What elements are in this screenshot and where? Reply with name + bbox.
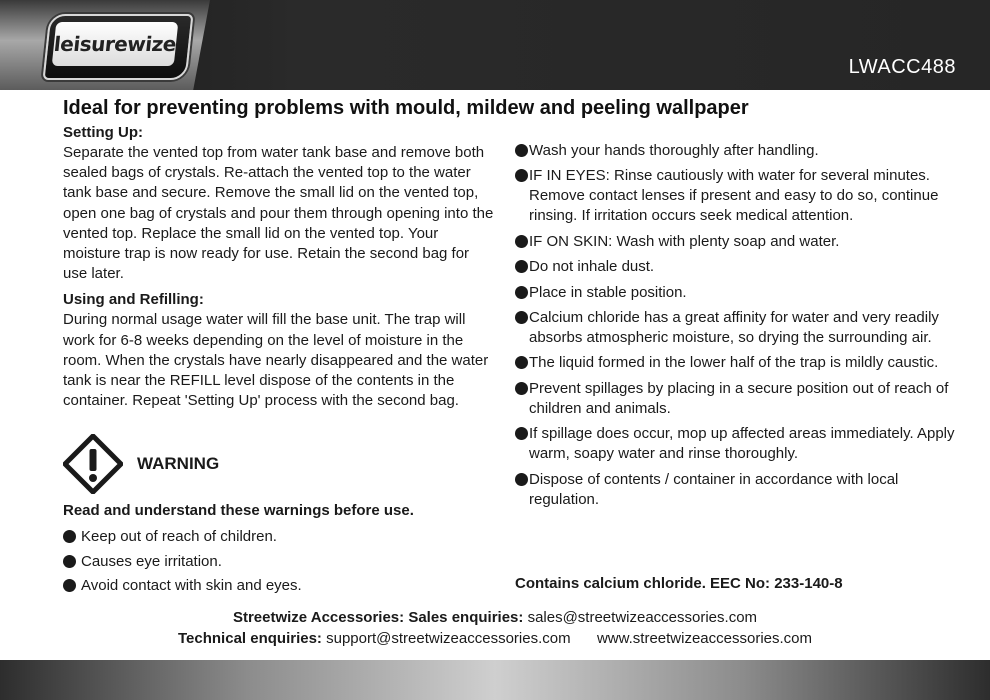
- support-email-link[interactable]: support@streetwizeaccessories.com: [326, 630, 571, 647]
- bullet-icon: [63, 579, 76, 592]
- bullet-icon: [63, 555, 76, 568]
- list-item: Wash your hands thoroughly after handling.: [515, 141, 955, 161]
- exclamation-diamond-icon: [63, 434, 123, 494]
- setting-up-title: Setting Up:: [63, 124, 143, 141]
- list-item: Calcium chloride has a great affinity for water and very readily absorbs atmospheric moisture, so drying the surrounding air.: [515, 308, 955, 348]
- using-refilling-title: Using and Refilling:: [63, 291, 204, 309]
- bullet-icon: [515, 235, 528, 248]
- list-item: Dispose of contents / container in accordance with local regulation.: [515, 470, 955, 510]
- warning-block: [63, 433, 219, 495]
- list-item: The liquid formed in the lower half of the trap is mildly caustic.: [515, 353, 955, 373]
- contains-notice: Contains calcium chloride. EEC No: 233-140-8: [515, 575, 843, 592]
- right-warning-list: [515, 141, 955, 510]
- footer-technical-line: [0, 630, 990, 647]
- safety-column: [515, 141, 955, 515]
- list-item: IF IN EYES: Rinse cautiously with water for several minutes. Remove contact lenses if present and easy to do so, continue rinsing. If irritation occurs seek medical attention.: [515, 166, 955, 226]
- bullet-icon: [515, 169, 528, 182]
- sales-email-link[interactable]: sales@streetwizeaccessories.com: [527, 609, 758, 626]
- bullet-icon: [515, 144, 528, 157]
- list-item: Prevent spillages by placing in a secure position out of reach of children and animals.: [515, 379, 955, 419]
- setting-up-text: Separate the vented top from water tank base and remove both sealed bags of crystals. Re-attach the vented top to the water tank base and secure. Remove the small lid on the vented top, open one bag of crystals and pour them through opening into the vented top. Replace the small lid on the vented top. Your moisture trap is now ready for use. Retain the second bag for use later.: [63, 144, 494, 283]
- instructions-column: [63, 123, 495, 411]
- headline: Ideal for preventing problems with mould, mildew and peeling wallpaper: [63, 97, 749, 119]
- bullet-icon: [515, 356, 528, 369]
- list-item: IF ON SKIN: Wash with plenty soap and water.: [515, 232, 955, 252]
- footer-sales-line: [0, 609, 990, 626]
- bullet-icon: [515, 382, 528, 395]
- website-link[interactable]: www.streetwizeaccessories.com: [596, 630, 812, 647]
- bullet-icon: [515, 286, 528, 299]
- left-warning-list: [63, 527, 302, 601]
- list-item: Keep out of reach of children.: [63, 527, 302, 547]
- bullet-icon: [515, 427, 528, 440]
- company-name: Streetwize Accessories:: [232, 609, 405, 626]
- list-item: If spillage does occur, mop up affected areas immediately. Apply warm, soapy water and rinse thoroughly.: [515, 424, 955, 464]
- bullet-icon: [515, 260, 528, 273]
- brand-logo: leisurewize: [52, 22, 179, 66]
- product-code: LWACC488: [848, 56, 956, 78]
- footer-bar: [0, 660, 990, 700]
- list-item: Avoid contact with skin and eyes.: [63, 576, 302, 596]
- list-item: Place in stable position.: [515, 283, 955, 303]
- list-item: Do not inhale dust.: [515, 257, 955, 277]
- sales-label: Sales enquiries:: [408, 609, 524, 626]
- read-warnings-heading: Read and understand these warnings before use.: [63, 502, 414, 519]
- bullet-icon: [63, 530, 76, 543]
- bullet-icon: [515, 473, 528, 486]
- technical-label: Technical enquiries:: [178, 630, 322, 647]
- header-bar: [0, 0, 990, 90]
- warning-label: WARNING: [137, 454, 220, 473]
- bullet-icon: [515, 311, 528, 324]
- list-item: Causes eye irritation.: [63, 552, 302, 572]
- using-refilling-text: During normal usage water will fill the base unit. The trap will work for 6-8 weeks depending on the level of moisture in the room. When the crystals have nearly disappeared and the water tank is near the REFILL level dispose of the contents in the container. Repeat 'Setting Up' process with the second bag.: [63, 311, 489, 410]
